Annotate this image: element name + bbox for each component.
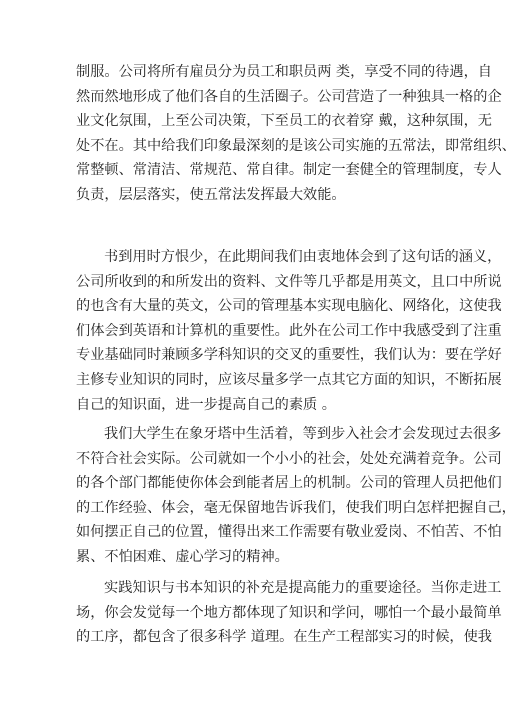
text-line: 如何摆正自己的位置，懂得出来工作需要有敬业爱岗、不怕苦、不怕	[76, 524, 502, 541]
text-line: 负责，层层落实，使五常法发挥最大效能。	[76, 186, 346, 203]
text-line: 的也含有大量的英文，公司的管理基本实现电脑化、网络化，这使我	[76, 298, 502, 315]
paragraph-workplace-culture	[76, 60, 516, 208]
paragraph-practical-knowledge	[76, 576, 502, 650]
text-line: 公司所收到的和所发出的资料、文件等几乎都是用英文，且口中所说	[76, 273, 502, 290]
text-line: 常整顿、常清洁、常规范、常自律。制定一套健全的管理制度，专人	[76, 162, 502, 179]
text-line: 业文化氛围，上至公司决策，下至员工的衣着穿 戴，这种氛围，无	[76, 113, 492, 130]
paragraph-english-and-computers	[76, 245, 502, 417]
text-line: 的各个部门都能使你体会到能者居上的机制。公司的管理人员把他们	[76, 475, 502, 492]
text-line: 然而然地形成了他们各自的生活圈子。公司营造了一种独具一格的企	[76, 88, 502, 105]
text-line: 自己的知识面，进一步提高自己的素质 。	[76, 396, 336, 413]
text-line: 们体会到英语和计算机的重要性。此外在公司工作中我感受到了注重	[76, 322, 502, 339]
text-line: 实践知识与书本知识的补充是提高能力的重要途径。当你走进工	[104, 580, 502, 596]
text-line: 累、不怕困难、虚心学习的精神。	[76, 548, 289, 565]
text-line: 我们大学生在象牙塔中生活着，等到步入社会才会发现过去很多	[104, 426, 502, 442]
text-line: 的工序，都包含了很多科学 道理。在生产工程部实习的时候，使我	[76, 629, 492, 646]
text-line: 场，你会发觉每一个地方都体现了知识和学问，哪怕一个最小最简单	[76, 604, 502, 621]
text-line: 主修专业知识的同时，应该尽量多学一点其它方面的知识，不断拓展	[76, 371, 502, 388]
paragraph-society-competition	[76, 422, 516, 570]
text-line: 处不在。其中给我们印象最深刻的是该公司实施的五常法，即常组织、	[76, 137, 516, 154]
text-line: 不符合社会实际。公司就如一个小小的社会，处处充满着竞争。公司	[76, 450, 502, 467]
text-line: 书到用时方恨少，在此期间我们由衷地体会到了这句话的涵义，	[104, 249, 502, 265]
text-line: 的工作经验、体会，毫无保留地告诉我们，使我们明白怎样把握自己，	[76, 499, 516, 516]
text-line: 专业基础同时兼顾多学科知识的交叉的重要性，我们认为：要在学好	[76, 347, 502, 364]
text-line: 制服。公司将所有雇员分为员工和职员两 类，享受不同的待遇，自	[76, 64, 492, 80]
